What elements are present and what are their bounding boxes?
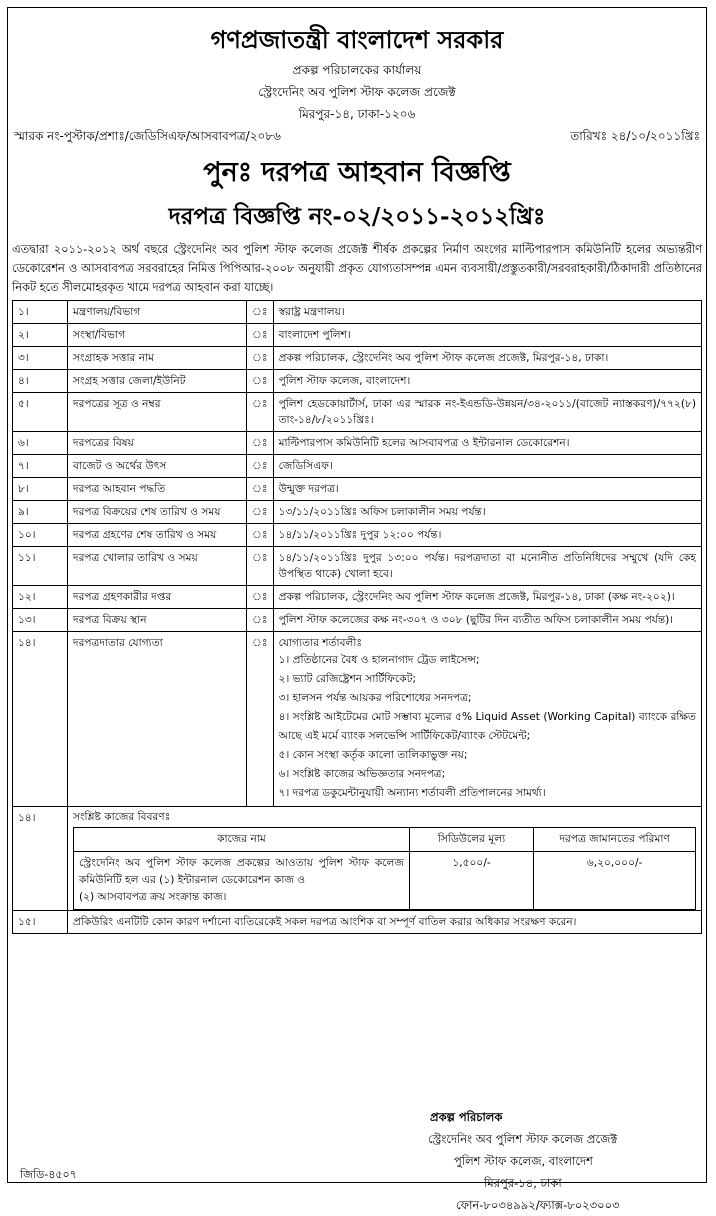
memo-number: স্মারক নং-পুস্টাক/প্রশাঃ/জেডিসিএফ/আসবাবপত্র/২০৮৬ xyxy=(14,129,281,143)
row-number: ৮। xyxy=(13,478,68,501)
row-label: দরপত্রদাতার যোগ্যতা xyxy=(68,632,247,807)
qualification-item: ৫। কোন সংস্থা কর্তৃক কালো তালিকাভুক্ত নয়; xyxy=(278,749,468,761)
row-value: জেডিসিএফ। xyxy=(273,455,701,478)
row-colon: ঃ xyxy=(247,586,274,609)
row-colon: ঃ xyxy=(247,501,274,524)
qualification-row xyxy=(13,632,702,807)
qualification-item: ৩। হালসন পর্যন্ত আয়কর পরিশোধের সনদপত্র; xyxy=(278,692,472,704)
row-number: ৩। xyxy=(13,347,68,370)
row-label: সংগ্রহ সত্তার জেলা/ইউনিট xyxy=(68,370,247,393)
qualification-list xyxy=(273,632,701,807)
office-name: প্রকল্প পরিচালকের কার্যালয় xyxy=(292,63,422,77)
notice-date: তারিখঃ ২৪/১০/২০১১খ্রিঃ xyxy=(570,129,700,143)
detail-row xyxy=(13,586,702,609)
row-label: দরপত্র খোলার তারিখ ও সময় xyxy=(68,547,247,586)
signatory-phone: ফোন-৮০৩৪৯৯২/ফ্যাক্স-৮০২৩০০৩ xyxy=(456,1198,620,1212)
row-value: পুলিশ স্টাফ কলেজের কক্ষ নং-৩০৭ ও ৩০৮ (ছুটির দিন ব্যতীত অফিস চলাকালীন সময় পর্যন্ত)। xyxy=(273,609,701,632)
signatory-project: স্ট্রেংদেনিং অব পুলিশ স্টাফ কলেজ প্রজেক্ট xyxy=(428,1132,618,1146)
row-colon: ঃ xyxy=(247,547,274,586)
detail-row xyxy=(13,547,702,586)
row-colon: ঃ xyxy=(247,455,274,478)
row-number: ৭। xyxy=(13,455,68,478)
row-label: দরপত্রের বিষয় xyxy=(68,432,247,455)
row-label: বাজেট ও অর্থের উৎস xyxy=(68,455,247,478)
row-value: উন্মুক্ত দরপত্র। xyxy=(273,478,701,501)
row-number: ৪। xyxy=(13,370,68,393)
detail-row xyxy=(13,393,702,432)
row-colon: ঃ xyxy=(247,393,274,432)
government-title: গণপ্রজাতন্ত্রী বাংলাদেশ সরকার xyxy=(210,25,504,54)
detail-row xyxy=(13,455,702,478)
row-label: সংগ্রাহক সত্তার নাম xyxy=(68,347,247,370)
notice-number: দরপত্র বিজ্ঞপ্তি নং-০২/২০১১-২০১২খ্রিঃ xyxy=(168,203,546,230)
signatory-address: মিরপুর-১৪, ঢাকা xyxy=(484,1176,562,1190)
detail-row xyxy=(13,370,702,393)
row-number: ১৪। xyxy=(13,807,68,911)
row-number: ১১। xyxy=(13,547,68,586)
notice-page xyxy=(7,7,707,1212)
row-number: ৬। xyxy=(13,432,68,455)
detail-row xyxy=(13,324,702,347)
schedule-price: ১,৫০০/- xyxy=(409,852,533,910)
row-number: ১০। xyxy=(13,524,68,547)
row-colon: ঃ xyxy=(247,370,274,393)
row-colon: ঃ xyxy=(247,632,274,807)
rights-text: প্রকিউরিং এনটিটি কোন কারণ দর্শানো ব্যতিরেকেই সকল দরপত্র আংশিক বা সম্পূর্ণ বাতিল করার অধিকার সংরক্ষণ করেন। xyxy=(68,911,702,934)
row-number: ২। xyxy=(13,324,68,347)
row-colon: ঃ xyxy=(247,609,274,632)
detail-row xyxy=(13,301,702,324)
row-label: দরপত্র বিক্রয়ের শেষ তারিখ ও সময় xyxy=(68,501,247,524)
row-label: দরপত্র আহবান পদ্ধতি xyxy=(68,478,247,501)
row-value: প্রকল্প পরিচালক, স্ট্রেংদেনিং অব পুলিশ স্টাফ কলেজ প্রজেক্ট, মিরপুর-১৪, ঢাকা। xyxy=(273,347,701,370)
row-value: পুলিশ হেডকোয়ার্টার্স, ঢাকা এর স্মারক নং-ইএন্ডডি-উন্নয়ন/৩৪-২০১১/(বাজেট ন্যাস্তকরণ)/৭৭২(৮) তাং-১৪/৮/২০১১খ্রিঃ। xyxy=(273,393,701,432)
row-label: মন্ত্রণালয়/বিভাগ xyxy=(68,301,247,324)
security-amount: ৬,২০,০০০/- xyxy=(534,852,696,910)
row-label: দরপত্র গ্রহণকারীর দপ্তর xyxy=(68,586,247,609)
detail-row xyxy=(13,432,702,455)
row-value: পুলিশ স্টাফ কলেজ, বাংলাদেশ। xyxy=(273,370,701,393)
detail-row xyxy=(13,524,702,547)
signatory-title: প্রকল্প পরিচালক xyxy=(430,1110,503,1124)
work-heading: সংশ্লিষ্ট কাজের বিবরণঃ xyxy=(73,811,171,823)
row-number: ১৫। xyxy=(13,911,68,934)
col-schedule-price: সিডিউলের মূল্য xyxy=(409,828,533,852)
row-label: দরপত্র বিক্রয় স্থান xyxy=(68,609,247,632)
row-colon: ঃ xyxy=(247,347,274,370)
project-name: স্ট্রেংদেনিং অব পুলিশ স্টাফ কলেজ প্রজেক্ট xyxy=(258,85,456,99)
work-name-line: (২) আসবাবপত্র ক্রয় সংক্রান্ত কাজ। xyxy=(79,891,227,903)
office-address: মিরপুর-১৪, ঢাকা-১২০৬ xyxy=(298,107,416,121)
row-number: ১৪। xyxy=(13,632,68,807)
row-number: ১২। xyxy=(13,586,68,609)
qualification-item: ৬। সংশ্লিষ্ট কাজের অভিজ্ঞতার সনদপত্র; xyxy=(278,768,446,780)
work-name-cell xyxy=(74,852,410,910)
row-value: ১৪/১১/২০১১খ্রিঃ দুপুর ১২:০০ পর্যন্ত। xyxy=(273,524,701,547)
footer-code: জিডি-৪৫০৭ xyxy=(20,1168,77,1181)
qualification-heading: যোগ্যতার শর্তাবলীঃ xyxy=(278,637,363,649)
detail-row xyxy=(13,501,702,524)
rights-row xyxy=(13,911,702,934)
qualification-item: ১। প্রতিষ্ঠানের বৈধ ও হালনাগাদ ট্রেড লাইসেন্স; xyxy=(278,654,480,666)
row-label: দরপত্রের সূত্র ও নম্বর xyxy=(68,393,247,432)
detail-row xyxy=(13,478,702,501)
row-label: দরপত্র গ্রহণের শেষ তারিখ ও সময় xyxy=(68,524,247,547)
qualification-item: ৪। সংশ্লিষ্ট আইটেমের মোট সম্ভাব্য মূল্যের ৫% Liquid Asset (Working Capital) ব্যাংকে রক্ষিত আছে এই মর্মে ব্যাংক সলভেন্সি সার্টিফিকেট/ব্যাংক স্টেটমেন্ট; xyxy=(278,711,696,742)
row-value: প্রকল্প পরিচালক, স্ট্রেংদেনিং অব পুলিশ স্টাফ কলেজ প্রজেক্ট, মিরপুর-১৪, ঢাকা (কক্ষ নং-২০২)। xyxy=(273,586,701,609)
row-value: স্বরাষ্ট্র মন্ত্রণালয়। xyxy=(273,301,701,324)
row-colon: ঃ xyxy=(247,301,274,324)
signature-block xyxy=(428,1106,620,1216)
work-row xyxy=(13,807,702,911)
row-colon: ঃ xyxy=(247,524,274,547)
row-value: বাংলাদেশ পুলিশ। xyxy=(273,324,701,347)
row-value: ১৪/১১/২০১১খ্রিঃ দুপুর ১৩:০০ পর্যন্ত। দরপত্রদাতা বা মনোনীত প্রতিনিধিদের সম্মুখে (যদি কেহ উপস্থিত থাকে) খোলা হবে। xyxy=(273,547,701,586)
intro-paragraph: এতদ্বারা ২০১১-২০১২ অর্থ বছরে স্ট্রেংদেনিং অব পুলিশ স্টাফ কলেজ প্রজেক্ট শীর্ষক প্রকল্পের নির্মাণ অংগের মাল্টিপারপাস কমিউনিটি হলের অভ্যন্তরীণ ডেকোরেশন ও আসবাবপত্র সরবরাহের নিমিত্ত পিপিআর-২০০৮ অনুযায়ী প্রকৃত যোগ্যতাসম্পন্ন এমন ব্যবসায়ী/প্রস্তুতকারী/সরবরাহকারী/ঠিকাদারী প্রতিষ্ঠানের নিকট হতে সীলমোহরকৃত খামে দরপত্র আহবান করা যাচ্ছে। xyxy=(12,243,702,294)
row-colon: ঃ xyxy=(247,478,274,501)
row-value: ১৩/১১/২০১১খ্রিঃ অফিস চলাকালীন সময় পর্যন্ত। xyxy=(273,501,701,524)
row-value: মাল্টিপারপাস কমিউনিটি হলের আসবাবপত্র ও ইন্টারনাল ডেকোরেশন। xyxy=(273,432,701,455)
col-work-name: কাজের নাম xyxy=(74,828,410,852)
tender-details-table xyxy=(12,300,702,934)
detail-row xyxy=(13,347,702,370)
notice-title: পুনঃ দরপত্র আহবান বিজ্ঞপ্তি xyxy=(203,157,511,188)
qualification-item: ২। ভ্যাট রেজিষ্ট্রেশন সার্টিফিকেট; xyxy=(278,673,417,685)
detail-row xyxy=(13,609,702,632)
row-number: ১। xyxy=(13,301,68,324)
row-number: ১৩। xyxy=(13,609,68,632)
col-security-amount: দরপত্র জামানতের পরিমাণ xyxy=(534,828,696,852)
signatory-college: পুলিশ স্টাফ কলেজ, বাংলাদেশ xyxy=(454,1154,593,1168)
work-name-line: স্ট্রেংদেনিং অব পুলিশ স্টাফ কলেজ প্রকল্পের আওতায় পুলিশ স্টাফ কলেজ কমিউনিটি হল এর (১) ইন্টারনাল ডেকোরেশন কাজ ও xyxy=(79,857,404,886)
work-table xyxy=(73,827,696,910)
row-number: ৯। xyxy=(13,501,68,524)
qualification-item: ৭। দরপত্র ডকুমেন্টানুযায়ী অন্যান্য শর্তাবলী প্রতিপালনের সামর্থ্য। xyxy=(278,787,546,799)
row-number: ৫। xyxy=(13,393,68,432)
row-colon: ঃ xyxy=(247,324,274,347)
row-label: সংস্থা/বিভাগ xyxy=(68,324,247,347)
row-colon: ঃ xyxy=(247,432,274,455)
